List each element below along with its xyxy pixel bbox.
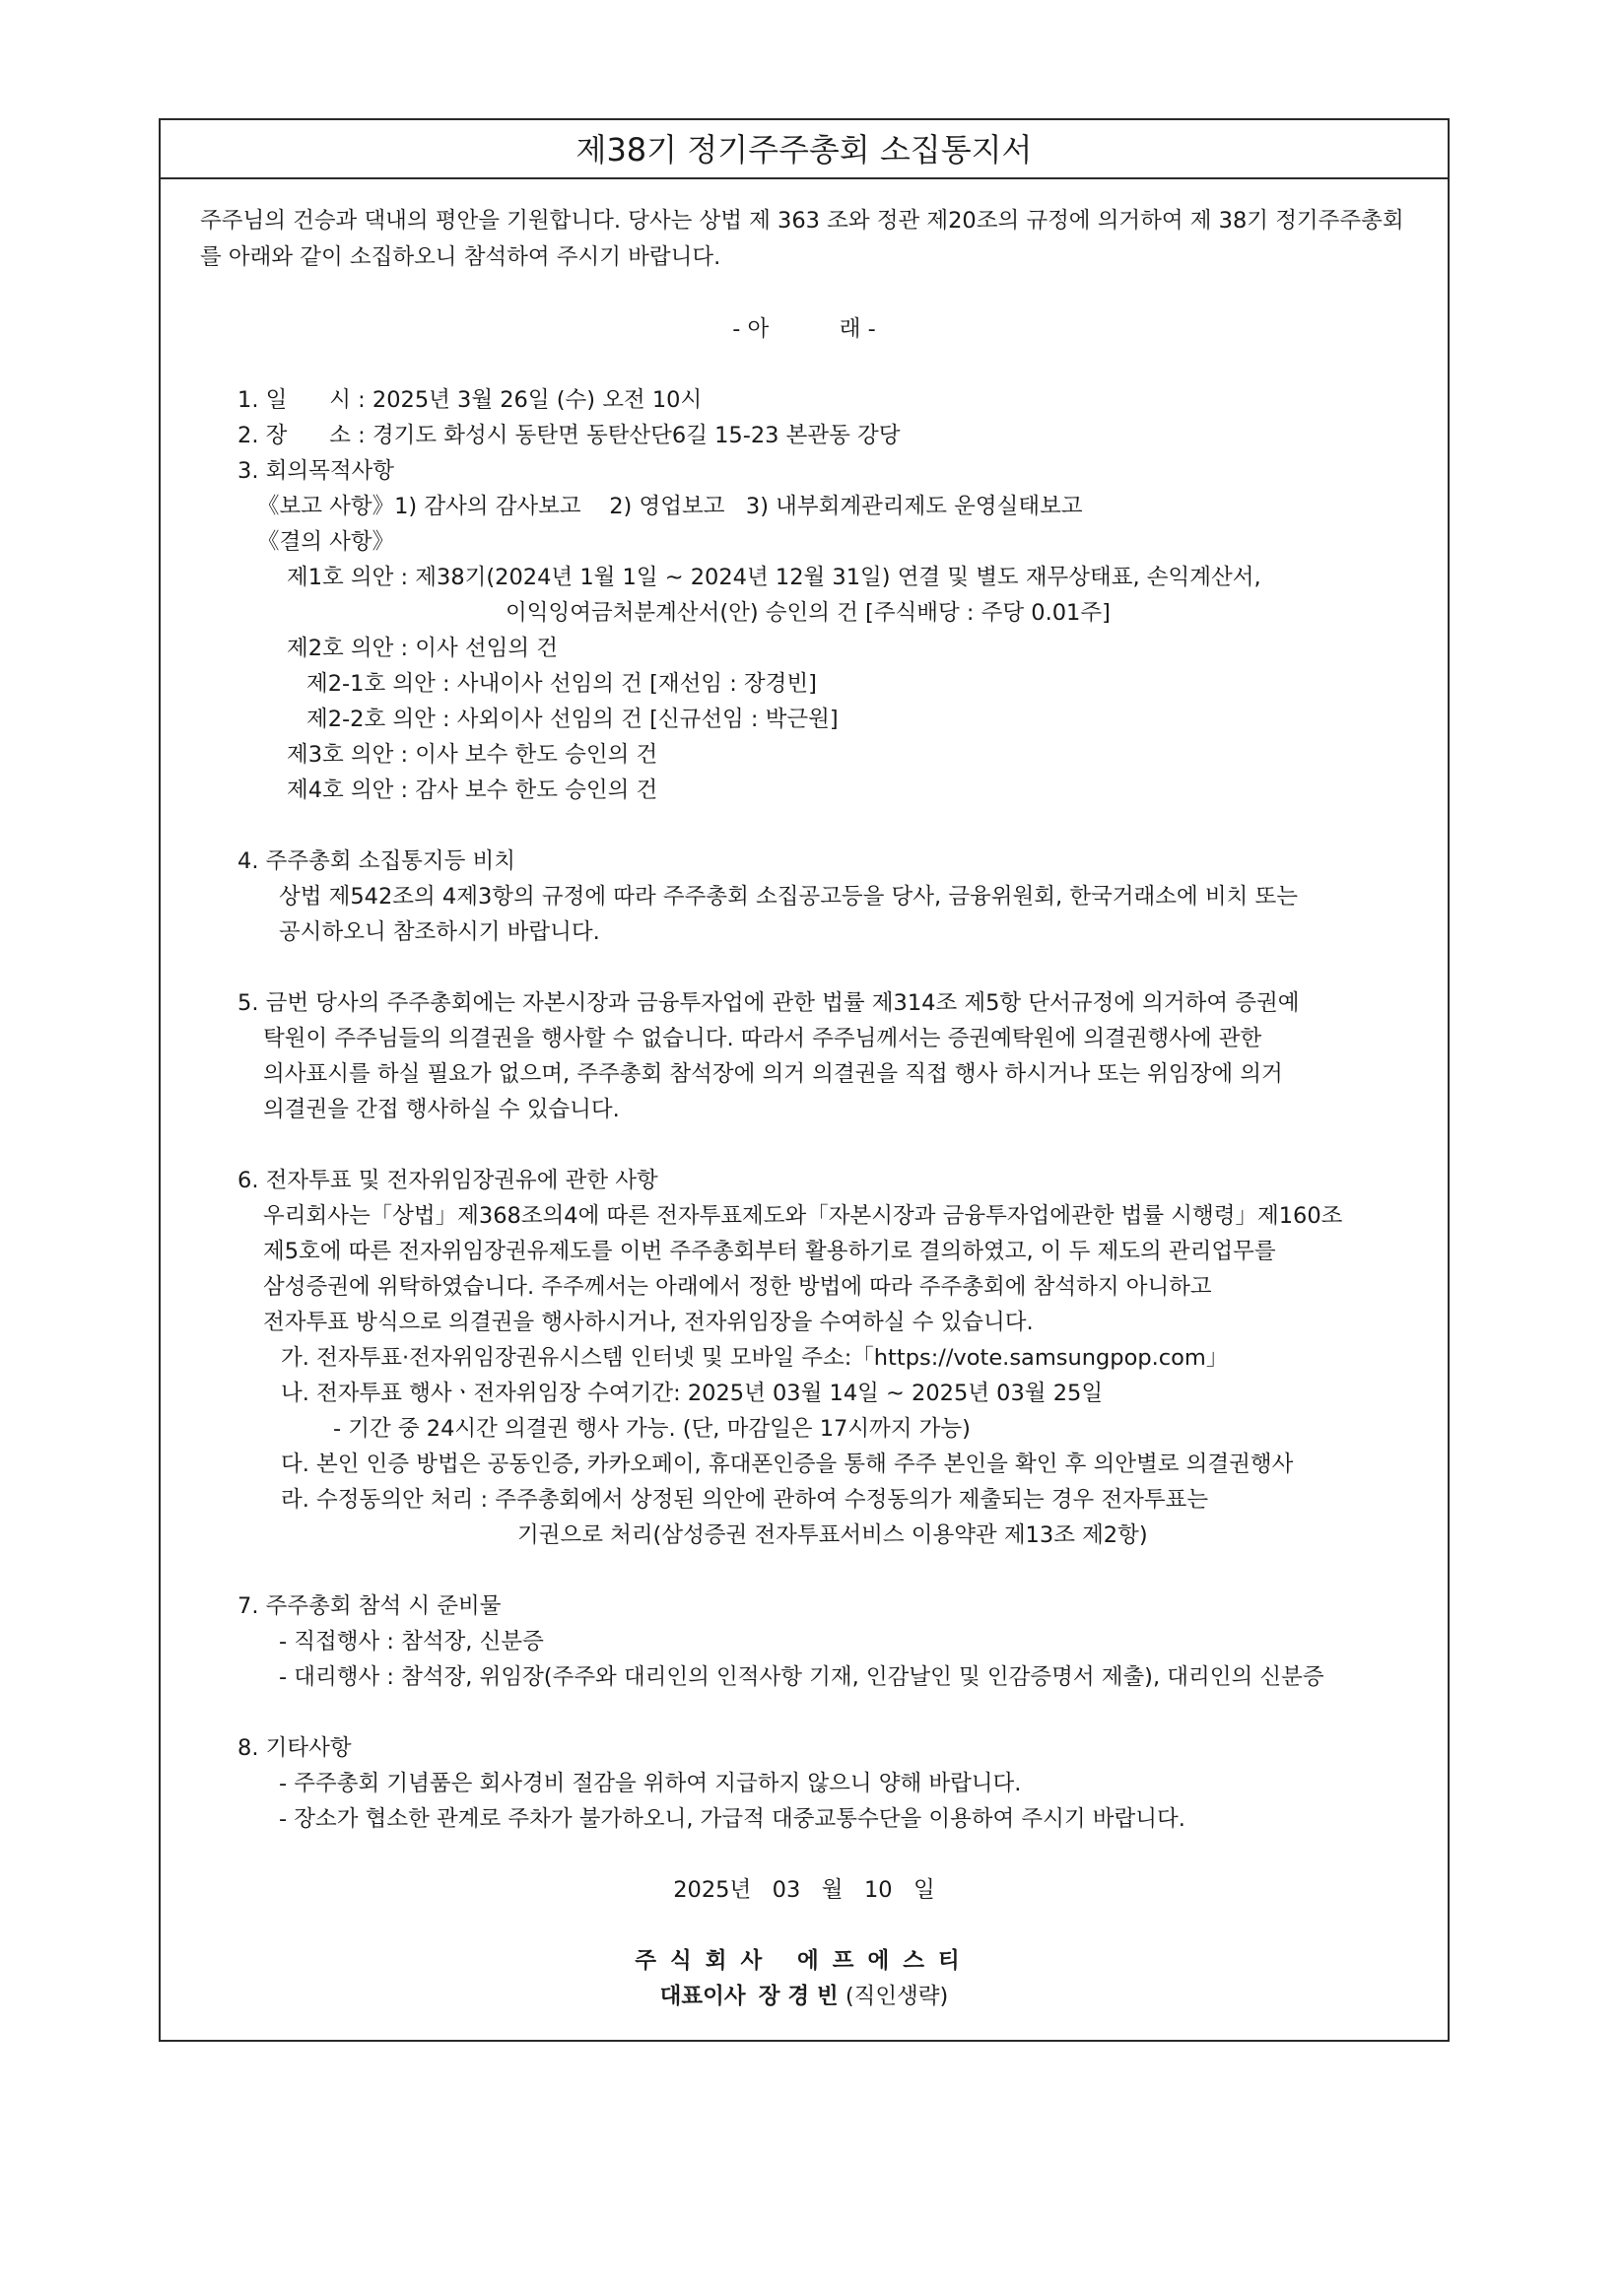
ceo-title: 대표이사 xyxy=(659,1984,746,2009)
item-deposit-line-3: 의사표시를 하실 필요가 없으며, 주주총회 참석장에 의거 의결권을 직접 행사 하시거나 또는 위임장에 의거 xyxy=(263,1061,1283,1087)
evoting-line-1: 우리회사는「상법」제368조의4에 따른 전자투표제도와「자본시장과 금융투자업에관한 법률 시행령」제160조 xyxy=(263,1203,1343,1229)
notice-title: 제38기 정기주주총회 소집통지서 xyxy=(161,122,1448,179)
evoting-ra-detail: 기권으로 처리(삼성증권 전자투표서비스 이용약관 제13조 제2항) xyxy=(517,1522,1148,1548)
materials-direct: - 직접행사 : 참석장, 신분증 xyxy=(279,1629,544,1654)
resolution-2: 제2호 의안 : 이사 선임의 건 xyxy=(287,636,559,661)
agenda-report: 《보고 사항》1) 감사의 감사보고 2) 영업보고 3) 내부회계관리제도 운영실태보고 xyxy=(257,494,1083,519)
notice-date xyxy=(161,1872,1448,1908)
other-line-1: - 주주총회 기념품은 회사경비 절감을 위하여 지급하지 않으니 양해 바랍니다. xyxy=(279,1771,1022,1796)
company-text: 주식회사 에프에스티 xyxy=(635,1948,974,1974)
resolution-1-cont: 이익잉여금처분계산서(안) 승인의 건 [주식배당 : 주당 0.01주] xyxy=(506,600,1111,626)
heading-text: - 아 래 - xyxy=(732,316,876,342)
item-materials: 7. 주주총회 참석 시 준비물 xyxy=(237,1593,502,1619)
resolution-4: 제4호 의안 : 감사 보수 한도 승인의 건 xyxy=(287,777,658,803)
evoting-line-2: 제5호에 따른 전자위임장권유제도를 이번 주주총회부터 활용하기로 결의하였고, 이 두 제도의 관리업무를 xyxy=(263,1239,1276,1264)
item-deposit-line-1: 5. 금번 당사의 주주총회에는 자본시장과 금융투자업에 관한 법률 제314조 제5항 단서규정에 의거하여 증권예 xyxy=(237,990,1300,1016)
item-deposit-line-2: 탁원이 주주님들의 의결권을 행사할 수 없습니다. 따라서 주주님께서는 증권예탁원에 의결권행사에 관한 xyxy=(263,1026,1262,1051)
evoting-ra: 라. 수정동의안 처리 : 주주총회에서 상정된 의안에 관하여 수정동의가 제출되는 경우 전자투표는 xyxy=(281,1487,1209,1513)
item-evoting: 6. 전자투표 및 전자위임장권유에 관한 사항 xyxy=(237,1168,658,1193)
spacer xyxy=(161,347,1448,382)
evoting-da: 다. 본인 인증 방법은 공동인증, 카카오페이, 휴대폰인증을 통해 주주 본인을 확인 후 의안별로 의결권행사 xyxy=(281,1452,1294,1477)
item-location: 2. 장 소 : 경기도 화성시 동탄면 동탄산단6길 15-23 본관동 강당 xyxy=(237,423,901,448)
item-documents: 4. 주주총회 소집통지등 비치 xyxy=(237,848,516,874)
documents-line-2: 공시하오니 참조하시기 바랍니다. xyxy=(279,919,600,945)
ceo-name: 장 경 빈 xyxy=(758,1984,839,2009)
notice-frame xyxy=(159,118,1450,2042)
spacer xyxy=(161,276,1448,311)
spacer xyxy=(161,1908,1448,1943)
evoting-na: 나. 전자투표 행사ㆍ전자위임장 수여기간: 2025년 03월 14일 ~ 2025년 03월 25일 xyxy=(281,1381,1104,1406)
item-datetime: 1. 일 시 : 2025년 3월 26일 (수) 오전 10시 xyxy=(237,387,703,413)
evoting-line-4: 전자투표 방식으로 의결권을 행사하시거나, 전자위임장을 수여하실 수 있습니다. xyxy=(263,1310,1034,1335)
ceo-line xyxy=(161,1979,1448,2014)
evoting-line-3: 삼성증권에 위탁하였습니다. 주주께서는 아래에서 정한 방법에 따라 주주총회에 참석하지 아니하고 xyxy=(263,1274,1212,1300)
resolution-2-2: 제2-2호 의안 : 사외이사 선임의 건 [신규선임 : 박근원] xyxy=(306,707,839,732)
resolution-1: 제1호 의안 : 제38기(2024년 1월 1일 ~ 2024년 12월 31일) 연결 및 별도 재무상태표, 손익계산서, xyxy=(287,565,1261,590)
evoting-na-detail: - 기간 중 24시간 의결권 행사 가능. (단, 마감일은 17시까지 가능) xyxy=(333,1416,971,1442)
resolution-3: 제3호 의안 : 이사 보수 한도 승인의 건 xyxy=(287,742,658,768)
spacer xyxy=(161,808,1448,844)
spacer xyxy=(161,1837,1448,1872)
date-text: 2025년 03 월 10 일 xyxy=(673,1877,935,1903)
other-line-2: - 장소가 협소한 관계로 주차가 불가하오니, 가급적 대중교통수단을 이용하여 주시기 바랍니다. xyxy=(279,1806,1185,1832)
notice-body xyxy=(161,203,1448,2014)
materials-proxy: - 대리행사 : 참석장, 위임장(주주와 대리인의 인적사항 기재, 인감날인 및 인감증명서 제출), 대리인의 신분증 xyxy=(279,1664,1324,1690)
intro-paragraph: 주주님의 건승과 댁내의 평안을 기원합니다. 당사는 상법 제 363 조와 정관 제20조의 규정에 의거하여 제 38기 정기주주총회를 아래와 같이 소집하오니 참석하여 주시기 바랍니다. xyxy=(200,208,1404,270)
spacer xyxy=(161,1127,1448,1163)
item-other: 8. 기타사항 xyxy=(237,1735,352,1761)
resolution-2-1: 제2-1호 의안 : 사내이사 선임의 건 [재선임 : 장경빈] xyxy=(306,671,817,697)
spacer xyxy=(161,950,1448,985)
section-heading xyxy=(161,311,1448,347)
agenda-resolution: 《결의 사항》 xyxy=(257,529,395,555)
documents-line-1: 상법 제542조의 4제3항의 규정에 따라 주주총회 소집공고등을 당사, 금융위원회, 한국거래소에 비치 또는 xyxy=(279,884,1298,910)
company-name xyxy=(161,1943,1448,1979)
evoting-ga: 가. 전자투표·전자위임장권유시스템 인터넷 및 모바일 주소:「https://vote.samsungpop.com」 xyxy=(281,1345,1229,1371)
item-deposit-line-4: 의결권을 간접 행사하실 수 있습니다. xyxy=(263,1097,620,1122)
seal-note: (직인생략) xyxy=(845,1984,949,2009)
spacer xyxy=(161,1695,1448,1730)
spacer xyxy=(161,1553,1448,1588)
item-agenda: 3. 회의목적사항 xyxy=(237,458,395,484)
